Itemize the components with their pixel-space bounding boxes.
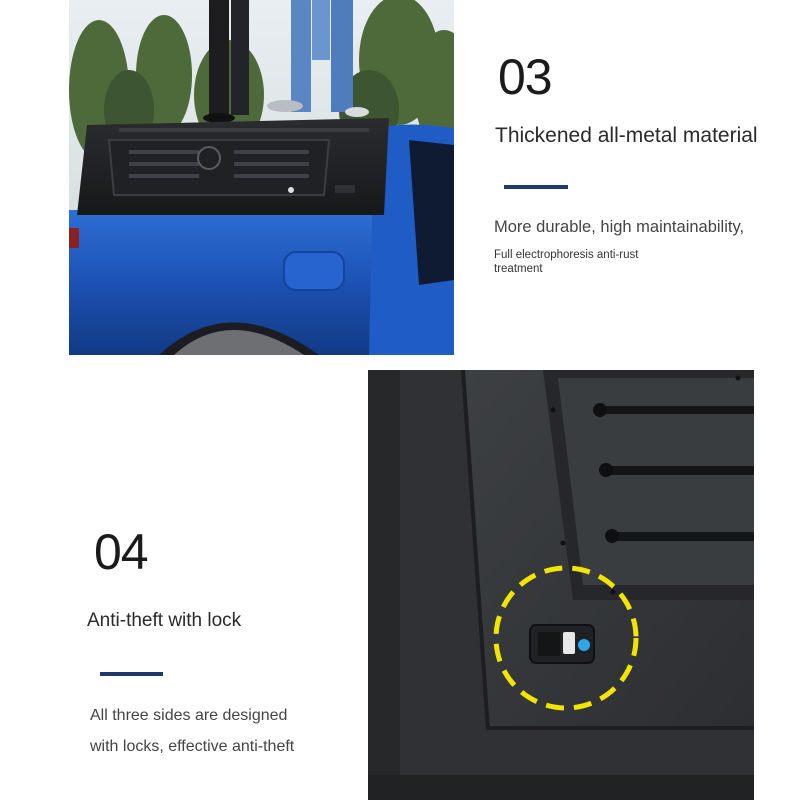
section-04-number: 04	[94, 524, 148, 580]
section-04-heading: Anti-theft with lock	[87, 610, 242, 631]
lock-closeup-photo	[368, 370, 754, 800]
section-04-line-1: All three sides are designed	[90, 707, 288, 724]
section-03-line-1: More durable, high maintainability,	[494, 218, 745, 236]
section-03-line-2: Full electrophoresis anti-rust treatment	[494, 249, 639, 275]
section-03-divider	[504, 185, 568, 189]
truck-canopy-photo	[69, 0, 454, 355]
section-04-divider	[100, 672, 163, 676]
section-03-number: 03	[498, 49, 552, 105]
section-03-heading: Thickened all-metal material	[495, 124, 758, 147]
section-04-line-2: with locks, effective anti-theft	[90, 738, 295, 755]
